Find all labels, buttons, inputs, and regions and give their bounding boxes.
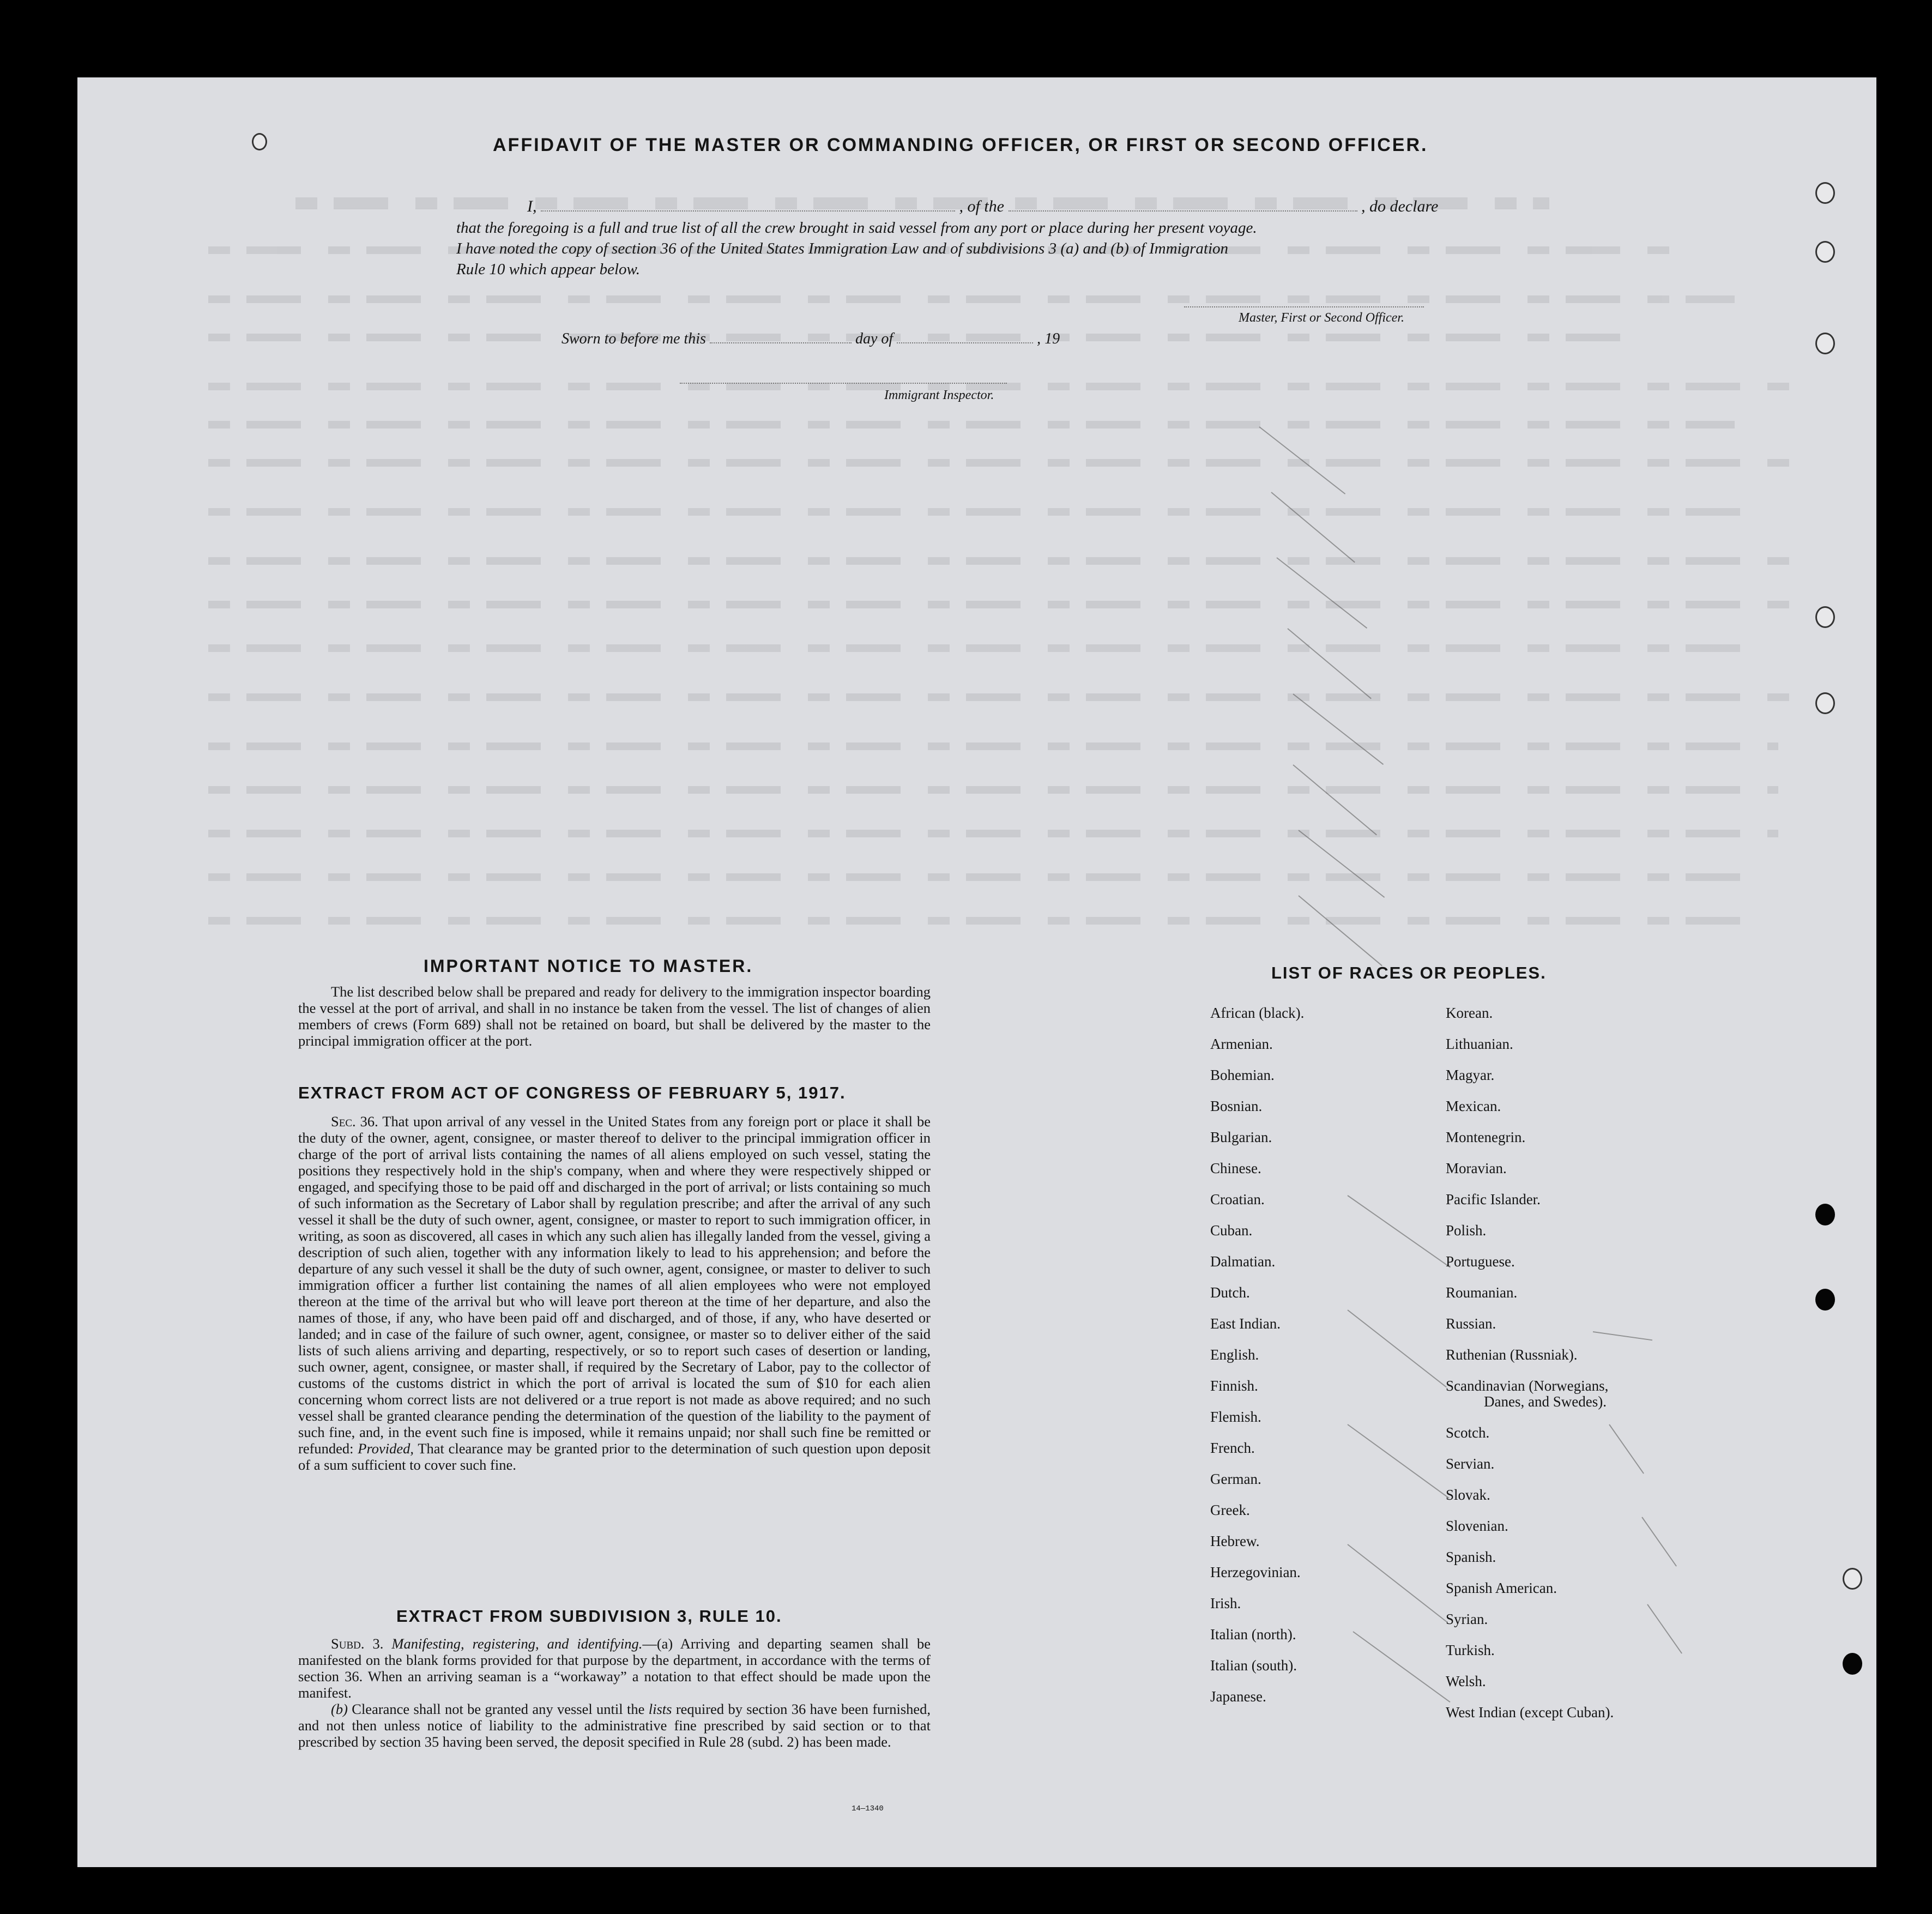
notice-paragraph: The list described below shall be prepared and ready for delivery to the immigration inspector boarding the vessel at the port of arrival, and shall in no instance be taken from the vessel. The list of changes of alien members of crews (Form 689) shall not be retained on board, but shall be delivered by the master to the principal immigration officer at the port.	[298, 983, 931, 1049]
affidavit-line-1	[527, 197, 1438, 216]
race-item: Slovenian.	[1446, 1518, 1508, 1534]
race-item: Spanish.	[1446, 1549, 1496, 1565]
race-item: Magyar.	[1446, 1067, 1495, 1083]
race-item: Dalmatian.	[1210, 1253, 1276, 1270]
race-item: Syrian.	[1446, 1611, 1488, 1627]
race-item: English.	[1210, 1347, 1259, 1363]
subd-b-paragraph	[298, 1701, 931, 1750]
race-item: Scandinavian (Norwegians,	[1446, 1378, 1609, 1394]
rule-extract-body	[298, 1635, 931, 1750]
pencil-mark	[1287, 628, 1371, 699]
sworn-line	[562, 330, 1060, 348]
race-item: Danes, and Swedes).	[1484, 1393, 1607, 1410]
pencil-mark	[1293, 764, 1376, 835]
race-item: Spanish American.	[1446, 1580, 1557, 1596]
races-title: LIST OF RACES OR PEOPLES.	[1271, 963, 1547, 982]
race-item: Hebrew.	[1210, 1533, 1260, 1549]
day-of-label: day of	[855, 330, 893, 347]
race-item: Scotch.	[1446, 1424, 1490, 1441]
document-page	[77, 77, 1876, 1867]
affidavit-line-4: Rule 10 which appear below.	[456, 261, 640, 278]
race-item: Mexican.	[1446, 1098, 1501, 1114]
race-item: Italian (south).	[1210, 1657, 1297, 1674]
officer-caption: Master, First or Second Officer.	[1239, 311, 1404, 325]
subd-a-paragraph	[298, 1635, 931, 1701]
sec-36-paragraph	[298, 1113, 931, 1473]
inspector-caption: Immigrant Inspector.	[884, 388, 994, 402]
race-item: Turkish.	[1446, 1642, 1495, 1658]
race-item: Ruthenian (Russniak).	[1446, 1347, 1578, 1363]
pencil-mark	[1609, 1424, 1644, 1474]
form-number: 14—1340	[852, 1804, 884, 1813]
affidavit-line-2: that the foregoing is a full and true list of all the crew brought in said vessel from any port or place during her present voyage.	[456, 219, 1257, 237]
subd-b-lists: lists	[648, 1701, 672, 1717]
race-item: Slovak.	[1446, 1487, 1490, 1503]
pencil-mark	[1298, 830, 1385, 898]
subd-b-text-pre: Clearance shall not be granted any vessel until the	[352, 1701, 645, 1717]
pencil-mark	[1276, 557, 1367, 629]
pencil-mark	[1641, 1517, 1677, 1566]
pencil-mark	[1347, 1424, 1449, 1499]
binder-hole	[1815, 692, 1835, 714]
affidavit-i-label: I,	[527, 197, 537, 215]
binder-hole	[1815, 241, 1835, 263]
subd-b-label: (b)	[331, 1701, 348, 1717]
pencil-mark	[1347, 1309, 1446, 1387]
race-item: East Indian.	[1210, 1315, 1281, 1332]
race-item: Welsh.	[1446, 1673, 1486, 1689]
subd-heading: Manifesting, registering, and identifying.	[391, 1635, 643, 1652]
binder-hole	[1815, 182, 1835, 204]
race-item: Russian.	[1446, 1315, 1496, 1332]
notice-title: IMPORTANT NOTICE TO MASTER.	[424, 956, 753, 976]
race-item: Finnish.	[1210, 1378, 1258, 1394]
binder-hole	[1843, 1568, 1862, 1590]
race-item: Flemish.	[1210, 1409, 1261, 1425]
race-item: German.	[1210, 1471, 1261, 1487]
race-item: Dutch.	[1210, 1284, 1250, 1301]
vessel-blank[interactable]	[1009, 210, 1357, 212]
sworn-month-blank[interactable]	[897, 342, 1033, 343]
race-item: Polish.	[1446, 1222, 1487, 1239]
pencil-mark	[1271, 492, 1355, 563]
sec-36-text: That upon arrival of any vessel in the United States from any foreign port or place it shall be the duty of the owner, agent, consignee, or master thereof to deliver to the principal immigration officer in charge of the port of arrival lists containing the names of all aliens employed on such vessel, stating the positions they respectively hold in the ship's company, when and where they were respectively shipped or engaged, and specifying those to be paid off and discharged in the port of arrival; or lists containing so much of such information as the Secretary of Labor shall by regulation prescribe; and after the arrival of any such vessel it shall be the duty of such owner, agent, consignee, or master to report to such immigration officer, in writing, as soon as discovered, all cases in which any such alien has illegally landed from the vessel, giving a description of such alien, together with any information likely to lead to his apprehension; and before the departure of any such vessel it shall be the duty of such owner, agent, consignee, or master to deliver to such immigration officer a further list containing the names of all alien employees who were not employed thereon at the time of the arrival but who will leave port thereon at the time of her departure, and also the names of those, if any, who have been paid off and discharged, and of those, if any, who have deserted or landed; and in case of the failure of such owner, agent, consignee, or master so to deliver either of the said lists of such aliens arriving and departing, respectively, or so to report such cases of desertion or landing, such owner, agent, consignee, or master shall, if required by the Secretary of Labor, pay to the collector of customs of the customs district in which the port of arrival is located the sum of $10 for each alien concerning whom correct lists are not delivered or a true report is not made as above required; and no such vessel shall be granted clearance pending the determination of the question of the liability to the payment of such fine, and, in the event such fine is imposed, while it remains unpaid; nor shall such fine be remitted or refunded:	[298, 1113, 931, 1457]
sec-label: Sec. 36.	[331, 1113, 378, 1130]
sworn-day-blank[interactable]	[710, 342, 852, 343]
notice-body	[298, 983, 931, 1049]
rule-extract-title: EXTRACT FROM SUBDIVISION 3, RULE 10.	[396, 1607, 782, 1626]
subd-b-text-post: required by section 36 have been furnished, and not then unless notice of liability to the administrative fine prescribed by said section or to that prescribed by section 35 having been served, the deposit specified in Rule 28 (subd. 2) has been made.	[298, 1701, 931, 1750]
binder-hole	[1815, 333, 1835, 354]
binder-hole	[252, 133, 267, 150]
race-item: Bulgarian.	[1210, 1129, 1272, 1145]
act-extract-body	[298, 1113, 931, 1473]
binder-hole	[1815, 1289, 1835, 1311]
affidavit-line-3: I have noted the copy of section 36 of the United States Immigration Law and of subdivisions 3 (a) and (b) of Immigration	[456, 240, 1229, 257]
pencil-mark	[1353, 1631, 1450, 1702]
race-item: Pacific Islander.	[1446, 1191, 1541, 1207]
officer-signature-line[interactable]	[1184, 306, 1424, 307]
races-column-left	[1210, 998, 1304, 1712]
pencil-mark	[1347, 1544, 1446, 1622]
race-item: Servian.	[1446, 1456, 1495, 1472]
name-blank[interactable]	[541, 210, 955, 212]
affidavit-title: AFFIDAVIT OF THE MASTER OR COMMANDING OFFICER, OR FIRST OR SECOND OFFICER.	[493, 135, 1428, 155]
inspector-signature-line[interactable]	[680, 383, 1007, 384]
binder-hole	[1843, 1653, 1862, 1675]
race-item: Chinese.	[1210, 1160, 1261, 1176]
year-label: , 19	[1037, 330, 1060, 347]
subd-label: Subd. 3.	[331, 1635, 384, 1652]
pencil-mark	[1298, 895, 1382, 966]
race-item: Croatian.	[1210, 1191, 1265, 1207]
race-item: French.	[1210, 1440, 1255, 1456]
race-item: Irish.	[1210, 1595, 1241, 1611]
race-item: Herzegovinian.	[1210, 1564, 1301, 1580]
pencil-mark	[1259, 426, 1345, 494]
race-item: Armenian.	[1210, 1036, 1273, 1052]
race-item: West Indian (except Cuban).	[1446, 1704, 1614, 1720]
pencil-mark	[1647, 1604, 1682, 1653]
pencil-mark	[1347, 1195, 1451, 1268]
pencil-mark	[1293, 693, 1384, 765]
race-item: African (black).	[1210, 1005, 1305, 1021]
race-item: Italian (north).	[1210, 1626, 1296, 1643]
sworn-label: Sworn to before me this	[562, 330, 706, 347]
sec-36-text-end: That clearance may be granted prior to the determination of such question upon deposit of a sum sufficient to cover such fine.	[298, 1440, 931, 1473]
race-item: Greek.	[1210, 1502, 1250, 1518]
act-extract-title: EXTRACT FROM ACT OF CONGRESS OF FEBRUARY 5, 1917.	[298, 1083, 846, 1102]
subd-a-text: —(a) Arriving and departing seamen shall be manifested on the blank forms provided for that purpose by the department, in accordance with the terms of section 36. When an arriving seaman is a “workaway” a notation to that effect should be made upon the manifest.	[298, 1635, 931, 1701]
provided-label: Provided,	[358, 1440, 414, 1457]
race-item: Portuguese.	[1446, 1253, 1515, 1270]
race-item: Cuban.	[1210, 1222, 1253, 1239]
race-item: Montenegrin.	[1446, 1129, 1526, 1145]
race-item: Korean.	[1446, 1005, 1493, 1021]
race-item: Bohemian.	[1210, 1067, 1275, 1083]
race-item: Japanese.	[1210, 1688, 1266, 1705]
races-column-right	[1446, 998, 1614, 1728]
race-item: Roumanian.	[1446, 1284, 1518, 1301]
race-item: Lithuanian.	[1446, 1036, 1513, 1052]
race-item: Bosnian.	[1210, 1098, 1263, 1114]
affidavit-declare-label: , do declare	[1361, 197, 1439, 215]
affidavit-of-the-label: , of the	[959, 197, 1004, 215]
race-item: Moravian.	[1446, 1160, 1507, 1176]
binder-hole	[1815, 1204, 1835, 1225]
binder-hole	[1815, 606, 1835, 628]
